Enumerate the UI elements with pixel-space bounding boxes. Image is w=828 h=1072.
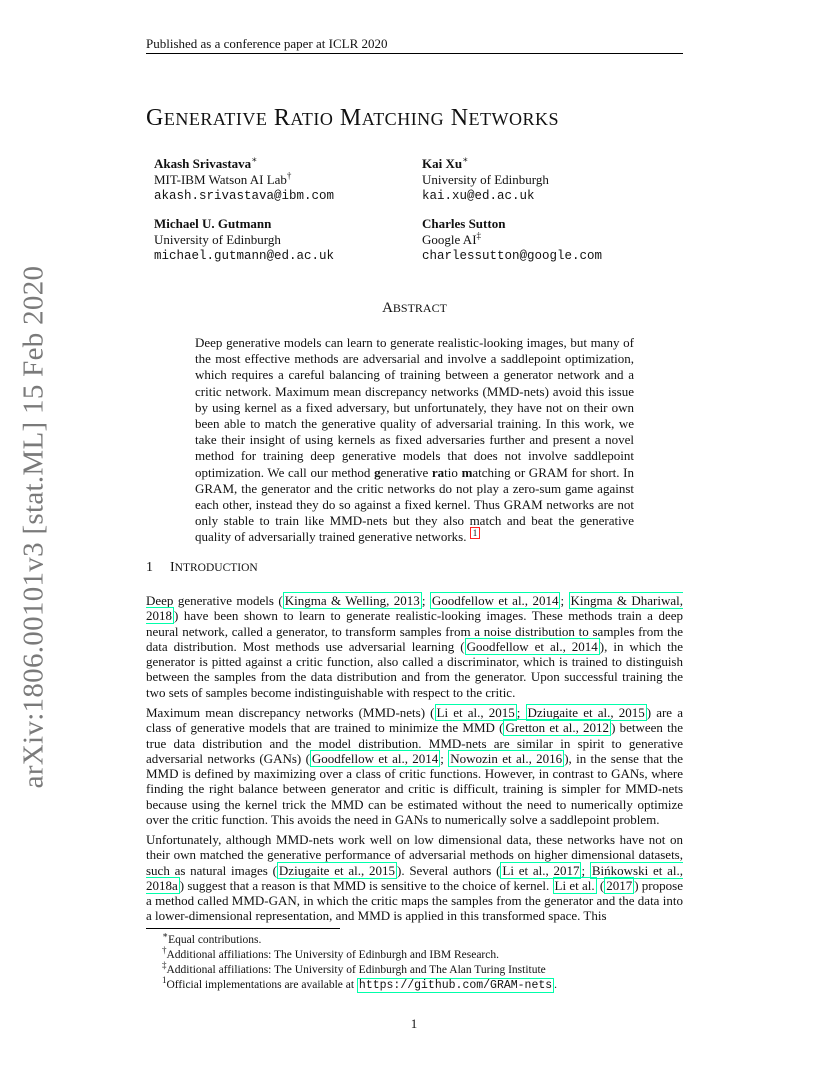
citation-link[interactable]: Goodfellow et al., 2014 — [431, 593, 559, 608]
abstract-heading: ABSTRACT — [382, 300, 447, 316]
citation-link[interactable]: Dziugaite et al., 2015 — [278, 862, 395, 878]
author-affiliation: University of Edinburgh — [154, 232, 281, 247]
author-name: Charles Sutton — [422, 216, 506, 231]
author-name: Michael U. Gutmann — [154, 216, 272, 231]
citation-link[interactable]: Goodfellow et al., 2014 — [466, 638, 598, 654]
citation-link[interactable]: 2017 — [606, 877, 633, 893]
intro-paragraph: Unfortunately, although MMD-nets work well on low dimensional data, these networks have not on their own matched the generative performance of adversarial methods on higher dimensional datasets, such as natural images ( Dziugaite et al., 2015 ). Several authors ( Li et al., 2017 ; Bińkowski et al., 2018a ) suggest that a reason is that MMD is sensitive to the choice of kernel. Li et al. ( 2017 ) propose a method called MMD-GAN, in which the critic maps the samples from the generator and the data into a lower-dimensional representation, and MMD is applied in this transformed space. This — [146, 832, 683, 924]
citation-link[interactable]: Gretton et al., 2012 — [505, 720, 610, 736]
abstract-body: Deep generative models can learn to generate realistic-looking images, but many of the most effective methods are adversarial and involve a saddlepoint optimization, which requires a careful balancing of training between a generator network and a critic network. Maximum mean discrepancy networks (MMD-nets) avoid this issue by using kernel as a fixed adversary, but unfortunately, they have not on their own been able to match the generative quality of adversarial training. In this work, we take their insight of using kernels as fixed adversaries further and present a novel method for training deep generative models that does not involve saddlepoint optimization. We call our method generative ratio matching or GRAM for short. In GRAM, the generator and the critic networks do not play a zero-sum game against each other, instead they do so against a fixed kernel. Thus GRAM networks are not only stable to train like MMD-nets but they also match and beat the generative quality of adversarially trained generative networks. $^1$ — [195, 335, 635, 545]
author-block — [154, 216, 334, 264]
footnote: †Additional affiliations: The University of Edinburgh and IBM Research. — [162, 945, 499, 961]
header-rule — [146, 53, 683, 54]
footnote-link[interactable]: 1 — [470, 527, 481, 539]
citation-link[interactable]: Kingma & Dhariwal, 2018 — [146, 593, 683, 624]
footnote-rule — [146, 928, 340, 929]
author-email[interactable]: charlessutton@google.com — [422, 249, 603, 263]
author-email[interactable]: akash.srivastava@ibm.com — [154, 189, 335, 203]
footnote: ∗Equal contributions. — [162, 930, 262, 946]
running-header: Published as a conference paper at ICLR 2020 — [146, 36, 388, 51]
author-name: Kai Xu — [422, 156, 463, 171]
author-block: Charles Sutton Google AI‡ charlessutton@google.com — [422, 216, 603, 263]
section-heading: 1 INTRODUCTION — [146, 560, 258, 575]
author-email[interactable]: michael.gutmann@ed.ac.uk — [154, 249, 335, 263]
citation-link[interactable]: Li et al., 2015 — [436, 705, 515, 720]
citation-link[interactable]: Kingma & Welling, 2013 — [284, 593, 420, 608]
page-number: 1 — [410, 1016, 418, 1031]
author-affiliation: University of Edinburgh — [422, 172, 549, 187]
author-block: Kai Xu∗ University of Edinburgh kai.xu@ed.ac.uk — [422, 154, 549, 203]
citation-link[interactable]: Nowozin et al., 2016 — [450, 750, 563, 766]
arxiv-id: arXiv:1806.00101v3 [stat.ML] 15 Feb 2020 — [17, 265, 50, 789]
citation-link[interactable]: Li et al., 2017 — [502, 862, 580, 878]
citation-link[interactable]: Goodfellow et al., 2014 — [311, 750, 439, 766]
author-name: Akash Srivastava — [154, 156, 252, 171]
intro-paragraph: Deep generative models ( Kingma & Welling, 2013 ; Goodfellow et al., 2014 ; Kingma & Dhariwal, 2018 ) have been shown to learn to generate realistic-looking images. These methods train a deep neural network, called a generator, to transform samples from a noise distribution to samples from the data distribution. Most methods use adversarial learning ( Goodfellow et al., 2014 ), in which the generator is pitted against a critic function, also called a discriminator, which is trained to distinguish between the samples from the data distribution and from the generator. Upon successful training the two sets of samples become indistinguishable with respect to the critic. — [146, 593, 683, 700]
arxiv-watermark — [14, 265, 54, 789]
author-email[interactable]: kai.xu@ed.ac.uk — [422, 189, 535, 203]
author-block: Akash Srivastava∗ MIT-IBM Watson AI Lab† akash.srivastava@ibm.com — [154, 154, 335, 203]
citation-link[interactable]: Dziugaite et al., 2015 — [527, 705, 645, 720]
footnote: $^1$Official implementations are available at https://github.com/GRAM-nets . — [162, 975, 558, 992]
citation-link[interactable]: Li et al. — [554, 877, 595, 893]
author-affiliation: Google AI — [422, 232, 477, 247]
code-link[interactable]: https://github.com/GRAM-nets — [358, 979, 553, 992]
intro-paragraph: Maximum mean discrepancy networks (MMD-nets) ( Li et al., 2015 ; Dziugaite et al., 2015 ) are a class of generative models that are trained to minimize the MMD ( Gretton et al., 2012 ) between the true data distribution and the model distribution. MMD-nets are similar in spirit to generative adversarial networks (GANs) ( Goodfellow et al., 2014 ; Nowozin et al., 2016 ), in the sense that the MMD is defined by maximizing over a class of critic functions. However, in contrast to GANs, where finding the right balance between generator and critic is difficult, training is simpler for MMD-nets because using the kernel trick the MMD can be estimated without the need to numerically optimize over the critic function. This avoids the need in GANs to numerically solve a saddlepoint problem. — [146, 705, 683, 828]
footnote: ‡Additional affiliations: The University of Edinburgh and The Alan Turing Institute — [162, 960, 546, 976]
paper-title: GENERATIVE RATIO MATCHING NETWORKS — [146, 105, 560, 131]
citation-link[interactable]: Bińkowski et al., 2018a — [146, 862, 683, 893]
author-affiliation: MIT-IBM Watson AI Lab — [154, 172, 287, 187]
